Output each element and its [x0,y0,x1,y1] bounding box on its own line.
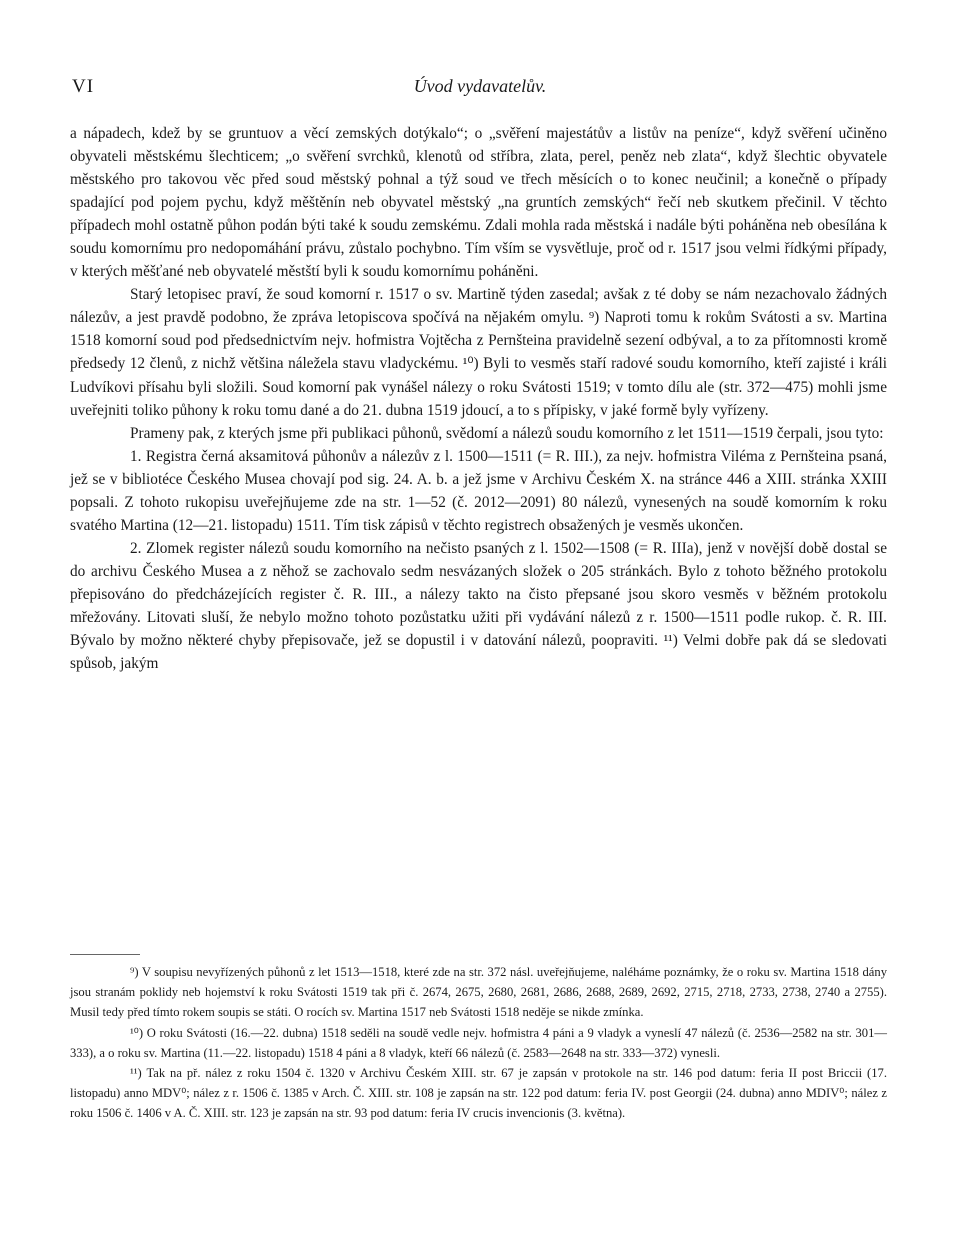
running-title: Úvod vydavatelův. [413,76,547,96]
footnote-divider [70,954,140,955]
footnote-9: ⁹) V soupisu nevyřízených půhonů z let 1513—1518, které zde na str. 372 násl. uveřejňujeme, naléháme poznámky, že o roku sv. Martina 1518 dány jsou stranám poklidy neb hojemství k roku Svátosti 1519 tak při č. 2674, 2675, 2680, 2681, 2686, 2688, 2689, 2692, 2715, 2718, 2733, 2738, 2740 a 2755). Musil tedy před tímto rokem soupis se státi. O rocích sv. Martina 1517 neb Svátosti 1518 neděje se nikde zmínka. [70,965,887,1020]
paragraph: Prameny pak, z kterých jsme při publikaci půhonů, svědomí a nálezů soudu komorního z let 1511—1519 čerpali, jsou tyto: [130,424,884,442]
paragraph: a nápadech, kdež by se gruntuov a věcí zemských dotýkalo“; o „svěření majestátův a listův na peníze“, když svěření učiněno obyvateli městskému šlechticem; „o svěření svrchků, klenotů od stříbra, zlata, perel, peněz neb zlata“, když šlechtic obyvatele městského pro takovou věc před soud městský pohnal a týž soud ve třech měsících o to konec neučinil; a konečně o případy spadající pod pojem pychu, když měštěnín neb obyvatel městský „na gruntích zemských“ řečí neb skutkem přečinil. V těchto případech mohl ostatně půhon podán býti také k soudu zemskému. Zdali mohla rada městská i nadále býti poháněna neb obesílána k soudu komornímu pro nedopomáhání právu, zůstalo pochybno. Tím vším se vysvětluje, proč od r. 1517 jsou velmi řídkými případy, v kterých měšťané neb obyvatelé městští byli k soudu komornímu poháněni. [70,125,887,281]
paragraph: Starý letopisec praví, že soud komorní r. 1517 o sv. Martině týden zasedal; avšak z té doby se nám nezachovalo žádných nálezův, a jest pravdě podobno, že zpráva letopiscova spočívá na nějakém omylu. ⁹) Naproti tomu k rokům Svátosti a sv. Martina 1518 komorní soud pod předsednictvím nejv. hofmistra Vojtěcha z Pernšteina pravidelně sezení odbýval, a to za přítomnosti kromě předsedy 12 členů, z nichž většina náležela stavu vladyckému. ¹⁰) Byli to vesměs staří radové soudu komorního, kteří zajisté i králi Ludvíkovi přísahu byli složili. Soud komorní pak vynášel nálezy o roku Svátosti 1519; v tomto dílu ale (str. 372—475) mohli jsme uveřejniti toliko půhony k roku tomu dané a do 21. dubna 1519 jdoucí, a to s přípisky, v jaké formě byly vyřízeny. [70,286,887,419]
page-number: VI [72,76,95,97]
page-header [72,76,888,100]
main-text [70,122,887,675]
footnote-10: ¹⁰) O roku Svátosti (16.—22. dubna) 1518 seděli na soudě vedle nejv. hofmistra 4 páni a 9 vladyk a vyneslí 47 nálezů (č. 2536—2582 na str. 301—333), a o roku sv. Martina (11.—22. listopadu) 1518 4 páni a 8 vladyk, kteří 66 nálezů (č. 2583—2648 na str. 333—372) vynesli. [70,1025,887,1060]
footnote-11: ¹¹) Tak na př. nález z roku 1504 č. 1320 v Archivu Českém XIII. str. 67 je zapsán v protokole na str. 146 pod datum: feria II post Briccii (17. listopadu) anno MDV⁰; nález z r. 1506 č. 1385 v Arch. Č. XIII. str. 108 je zapsán na str. 122 pod datum: feria IV. post Georgii (24. dubna) anno MDIV⁰; nález z roku 1506 č. 1406 v A. Č. XIII. str. 123 je zapsán na str. 93 pod datum: feria IV crucis invencionis (3. května). [70,1066,887,1121]
paragraph: 1. Registra černá aksamitová půhonův a nálezův z l. 1500—1511 (= R. III.), za nejv. hofmistra Viléma z Pernšteina psaná, jež se v bibliotéce Českého Musea chovají pod sig. 24. A. b. a jež jsme v Archivu Českém X. na stránce 446 a XIII. stránka XXIII popsali. Z tohoto rukopisu uveřejňujeme zde na str. 1—52 (č. 2012—2091) 80 nálezů, vynesených na soudě komorním k roku svatého Martina (12—21. listopadu) 1511. Tím tisk zápisů v těchto registrech obsažených je vesměs ukončen. [70,447,887,534]
footnotes [70,962,887,1124]
paragraph: 2. Zlomek register nálezů soudu komorního na nečisto psaných z l. 1502—1508 (= R. IIIa), jenž v novější době dostal se do archivu Českého Musea a z něhož se zachovalo sedm nesvázaných složek o 205 stránkách. Bylo z tohoto běžného protokolu přepisováno do předcházejících register č. R. III., a nálezy takto na čisto přepsané jsou skoro vesměs v běžném protokolu mřežovány. Litovati sluší, že nebylo možno tohoto pozůstatku užiti při vydávání nálezů z r. 1500—1511 podle rukop. č. R. III. Bývalo by možno některé chyby přepisovače, jež se dopustil i v datování nálezů, poopraviti. ¹¹) Velmi dobře pak dá se sledovati spůsob, jakým [70,539,887,673]
